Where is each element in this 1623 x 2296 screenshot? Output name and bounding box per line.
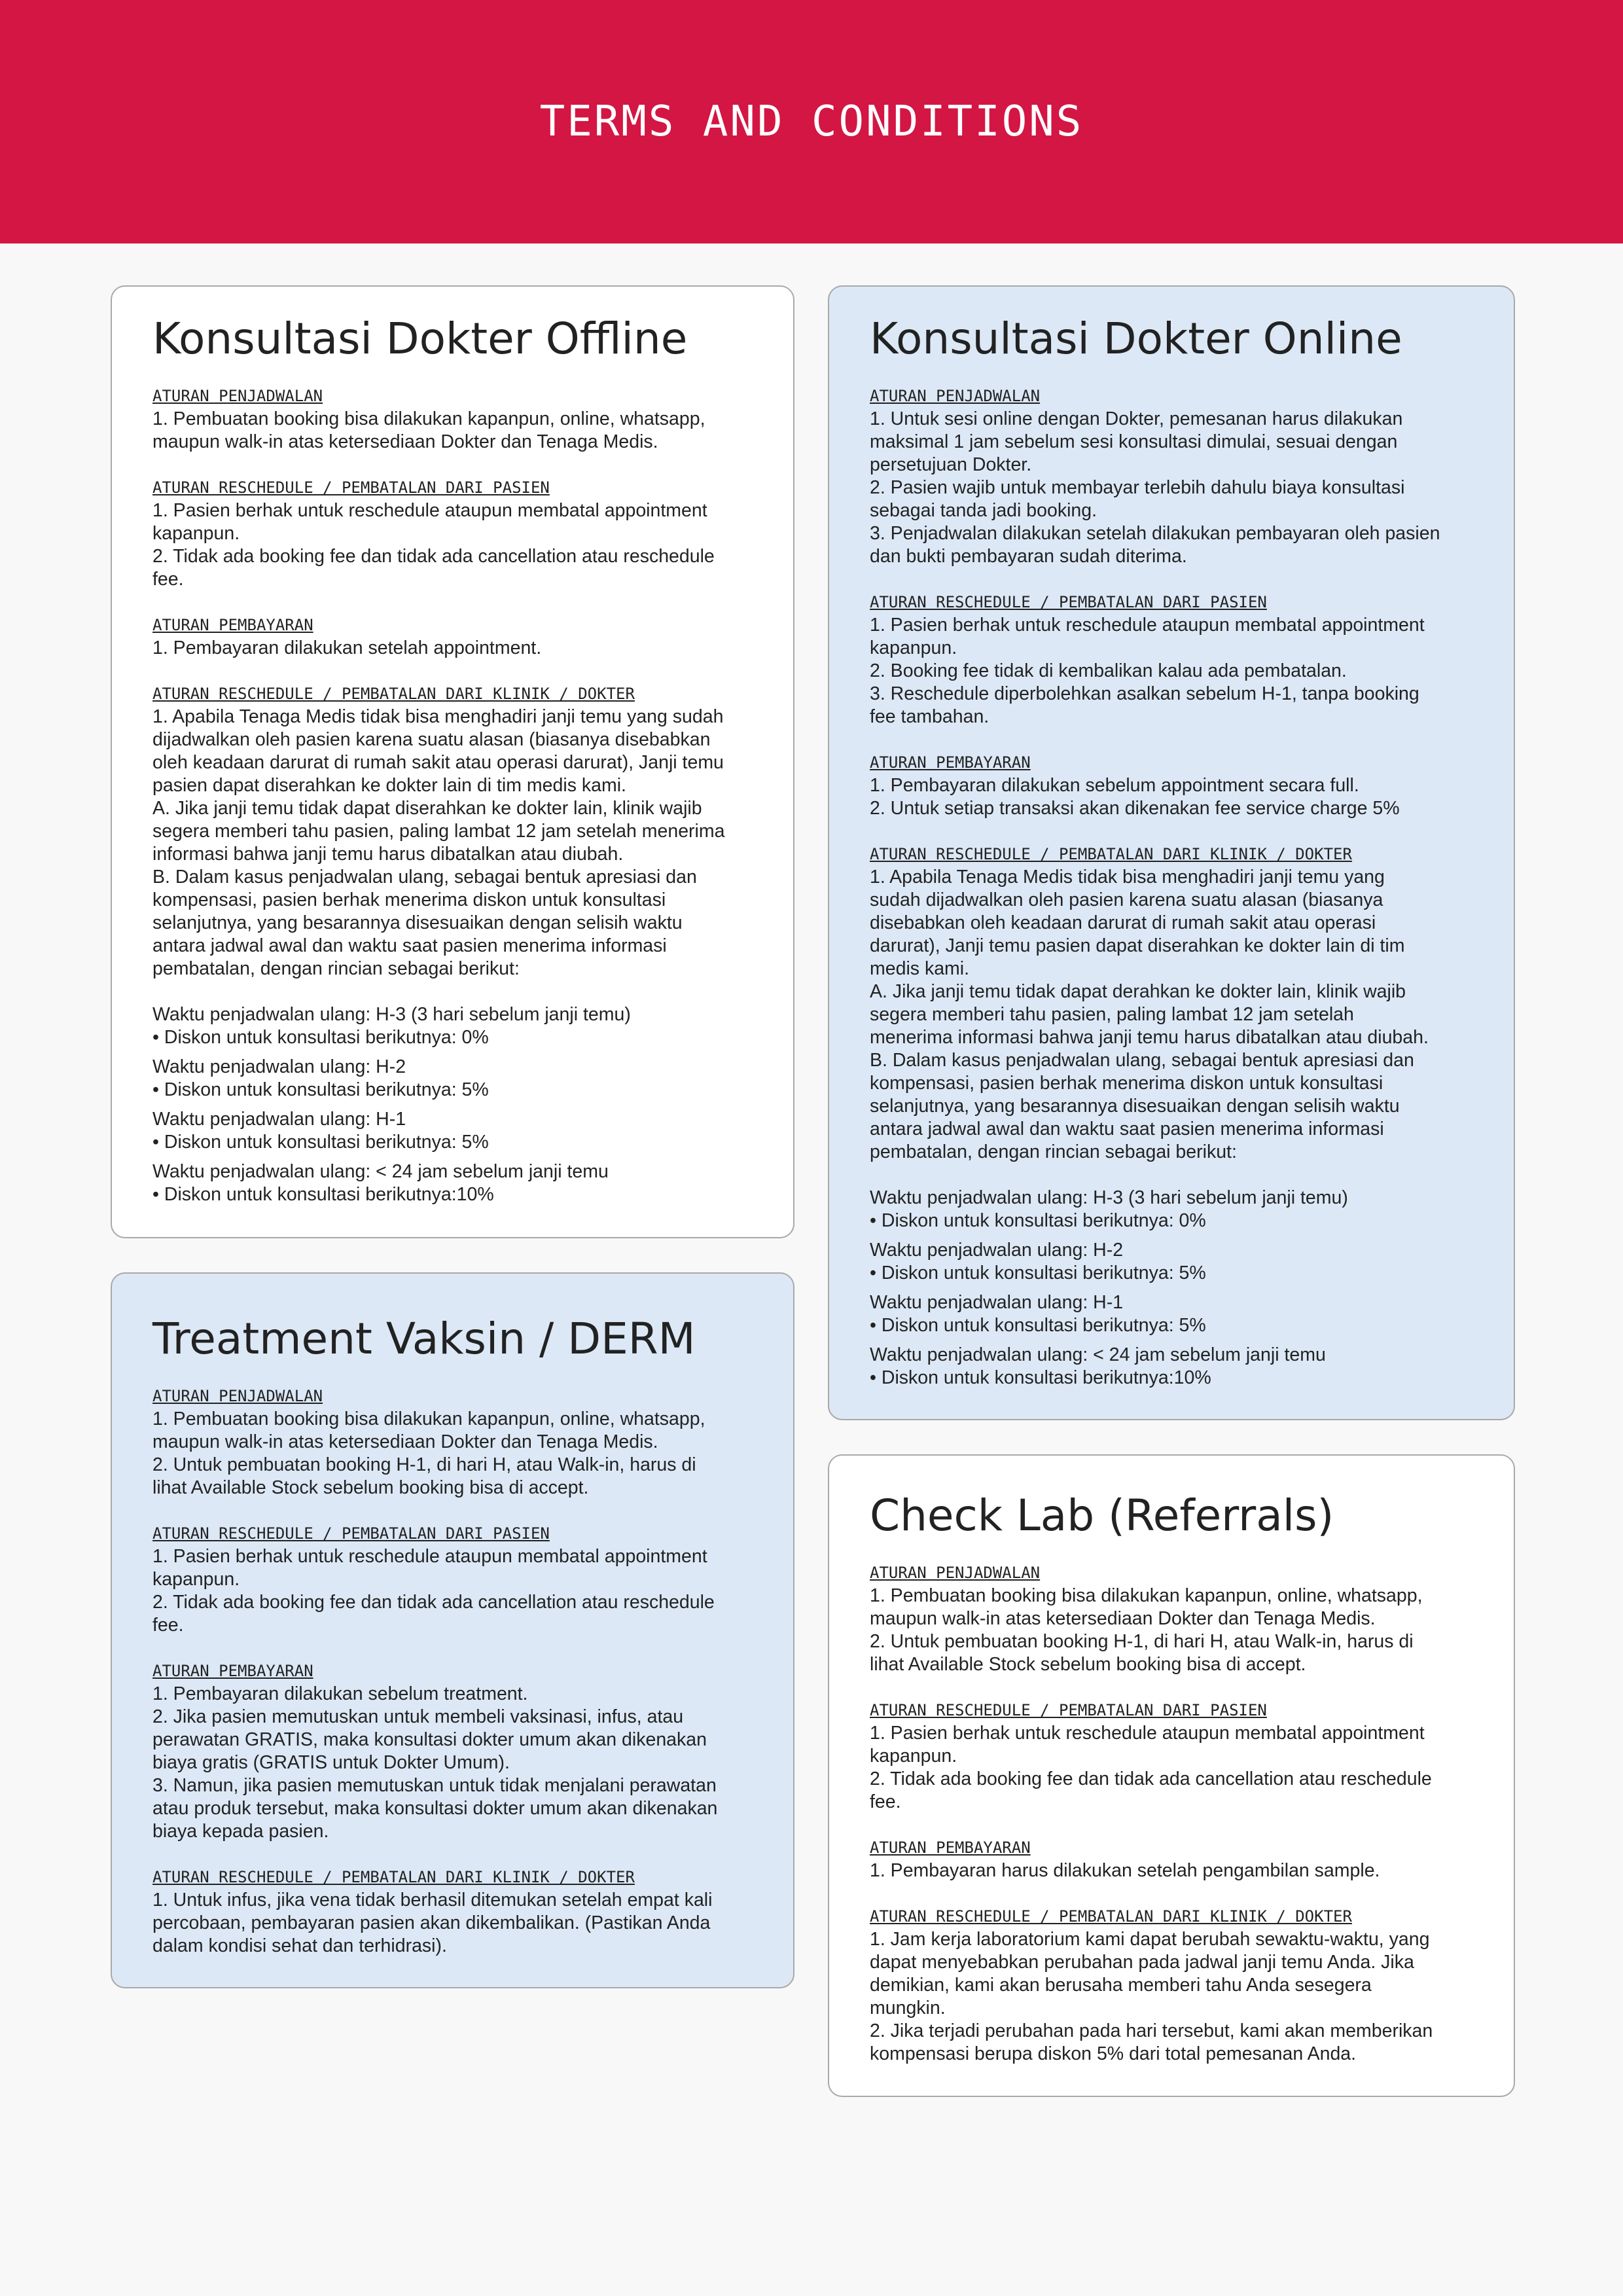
- rule-line: maupun walk-in atas ketersediaan Dokter dan Tenaga Medis.: [152, 431, 658, 452]
- rule-line: kapanpun.: [152, 523, 240, 544]
- card-konsultasi-online: [828, 285, 1515, 1420]
- rule-line: 1. Pasien berhak untuk reschedule ataupun membatal appointment: [870, 1723, 1425, 1744]
- section-heading: ATURAN PEMBAYARAN: [152, 1662, 313, 1680]
- card-title: Konsultasi Dokter Offline: [152, 314, 688, 364]
- rule-line: fee tambahan.: [870, 706, 990, 727]
- rule-line: 1. Pembayaran dilakukan sebelum appointment secara full.: [870, 775, 1359, 796]
- rule-line: informasi bahwa janji temu harus dibatalkan atau diubah.: [152, 844, 624, 865]
- discount-item: [152, 1160, 753, 1206]
- rule-line: 1. Untuk sesi online dengan Dokter, pemesanan harus dilakukan: [870, 408, 1403, 429]
- rule-line: A. Jika janji temu tidak dapat derahkan ke dokter lain, klinik wajib: [870, 981, 1406, 1002]
- discount-value: • Diskon untuk konsultasi berikutnya: 5%: [870, 1263, 1206, 1283]
- rule-line: antara jadwal awal dan waktu saat pasien menerima informasi: [870, 1119, 1384, 1139]
- rule-line: 1. Pembuatan booking bisa dilakukan kapanpun, online, whatsapp,: [870, 1585, 1423, 1606]
- discount-value: • Diskon untuk konsultasi berikutnya: 5%: [870, 1315, 1206, 1336]
- rule-line: lihat Available Stock sebelum booking bisa di accept.: [870, 1654, 1306, 1675]
- reschedule-time: Waktu penjadwalan ulang: < 24 jam sebelum janji temu: [870, 1344, 1326, 1365]
- rule-line: biaya gratis (GRATIS untuk Dokter Umum).: [152, 1752, 510, 1773]
- section-heading: ATURAN RESCHEDULE / PEMBATALAN DARI KLINIK / DOKTER: [152, 685, 635, 703]
- rule-line: 1. Jam kerja laboratorium kami dapat berubah sewaktu-waktu, yang: [870, 1929, 1430, 1950]
- section-heading: ATURAN RESCHEDULE / PEMBATALAN DARI PASIEN: [870, 593, 1267, 611]
- rule-line: segera memberi tahu pasien, paling lambat 12 jam setelah: [870, 1004, 1354, 1025]
- rules-section: [152, 385, 753, 454]
- section-heading: ATURAN RESCHEDULE / PEMBATALAN DARI KLINIK / DOKTER: [870, 845, 1352, 863]
- card-treatment-vaksin: [111, 1272, 794, 1988]
- rule-line: biaya kepada pasien.: [152, 1821, 329, 1842]
- rule-line: sebagai tanda jadi booking.: [870, 500, 1097, 521]
- discount-value: • Diskon untuk konsultasi berikutnya: 5%: [152, 1132, 489, 1153]
- discount-item: [152, 1108, 753, 1154]
- rule-line: fee.: [870, 1791, 901, 1812]
- section-heading: ATURAN RESCHEDULE / PEMBATALAN DARI KLINIK / DOKTER: [152, 1868, 635, 1886]
- reschedule-time: Waktu penjadwalan ulang: H-2: [870, 1240, 1124, 1261]
- rule-line: 1. Pembayaran harus dilakukan setelah pengambilan sample.: [870, 1860, 1380, 1881]
- discount-item: [870, 1239, 1473, 1285]
- rule-line: darurat), Janji temu pasien dapat diserahkan ke dokter lain di tim: [870, 935, 1405, 956]
- card-check-lab: [828, 1454, 1515, 2097]
- rules-section: [870, 1699, 1473, 1814]
- rule-line: kapanpun.: [870, 1746, 957, 1767]
- rule-line: 1. Pembayaran dilakukan setelah appointment.: [152, 637, 542, 658]
- rules-section: [152, 1522, 753, 1637]
- rule-line: perawatan GRATIS, maka konsultasi dokter umum akan dikenakan: [152, 1729, 707, 1750]
- discount-value: • Diskon untuk konsultasi berikutnya:10%: [870, 1367, 1211, 1388]
- rule-line: B. Dalam kasus penjadwalan ulang, sebagai bentuk apresiasi dan: [152, 867, 697, 888]
- discount-value: • Diskon untuk konsultasi berikutnya: 5%: [152, 1079, 489, 1100]
- rule-line: 2. Tidak ada booking fee dan tidak ada cancellation atau reschedule: [152, 546, 715, 567]
- rules-section: [870, 591, 1473, 728]
- discount-value: • Diskon untuk konsultasi berikutnya: 0%: [870, 1210, 1206, 1231]
- page-title: TERMS AND CONDITIONS: [539, 98, 1084, 146]
- rule-line: maksimal 1 jam sebelum sesi konsultasi dimulai, sesuai dengan: [870, 431, 1398, 452]
- discount-item: [870, 1344, 1473, 1390]
- rule-line: 1. Pembuatan booking bisa dilakukan kapanpun, online, whatsapp,: [152, 408, 705, 429]
- rule-line: 3. Reschedule diperbolehkan asalkan sebelum H-1, tanpa booking: [870, 683, 1419, 704]
- rule-line: pembatalan, dengan rincian sebagai berikut:: [870, 1141, 1237, 1162]
- rules-section: [870, 385, 1473, 568]
- discount-list: [152, 1003, 753, 1206]
- rule-line: 3. Penjadwalan dilakukan setelah dilakukan pembayaran oleh pasien: [870, 523, 1440, 544]
- discount-item: [870, 1291, 1473, 1337]
- rule-line: lihat Available Stock sebelum booking bisa di accept.: [152, 1477, 589, 1498]
- rule-line: A. Jika janji temu tidak dapat diserahkan ke dokter lain, klinik wajib: [152, 798, 702, 819]
- rules-section: [152, 1866, 753, 1958]
- discount-list: [870, 1187, 1473, 1390]
- rule-line: 3. Namun, jika pasien memutuskan untuk tidak menjalani perawatan: [152, 1775, 717, 1796]
- discount-value: • Diskon untuk konsultasi berikutnya: 0%: [152, 1027, 489, 1048]
- rules-section: [152, 1385, 753, 1499]
- rule-line: 2. Untuk setiap transaksi akan dikenakan fee service charge 5%: [870, 798, 1400, 819]
- rule-line: segera memberi tahu pasien, paling lambat 12 jam setelah menerima: [152, 821, 725, 842]
- rule-line: fee.: [152, 569, 184, 590]
- rule-line: 1. Untuk infus, jika vena tidak berhasil ditemukan setelah empat kali: [152, 1890, 713, 1910]
- rule-line: maupun walk-in atas ketersediaan Dokter dan Tenaga Medis.: [152, 1431, 658, 1452]
- rule-line: disebabkan oleh keadaan darurat di rumah sakit atau operasi: [870, 912, 1376, 933]
- section-heading: ATURAN PENJADWALAN: [870, 1564, 1041, 1582]
- rule-line: kapanpun.: [870, 637, 957, 658]
- section-heading: ATURAN PENJADWALAN: [152, 387, 323, 405]
- rules-section: [152, 1660, 753, 1843]
- reschedule-time: Waktu penjadwalan ulang: < 24 jam sebelum janji temu: [152, 1161, 609, 1182]
- rule-line: oleh keadaan darurat di rumah sakit atau operasi darurat), Janji temu: [152, 752, 724, 773]
- section-heading: ATURAN PEMBAYARAN: [870, 1839, 1031, 1857]
- reschedule-time: Waktu penjadwalan ulang: H-2: [152, 1056, 406, 1077]
- discount-item: [152, 1056, 753, 1102]
- card-title: Konsultasi Dokter Online: [870, 314, 1402, 364]
- rule-line: 2. Booking fee tidak di kembalikan kalau ada pembatalan.: [870, 660, 1347, 681]
- section-heading: ATURAN RESCHEDULE / PEMBATALAN DARI PASIEN: [152, 478, 550, 497]
- rule-line: dapat menyebabkan perubahan pada jadwal janji temu Anda. Jika: [870, 1952, 1414, 1973]
- section-heading: ATURAN RESCHEDULE / PEMBATALAN DARI KLINIK / DOKTER: [870, 1907, 1352, 1926]
- rule-line: maupun walk-in atas ketersediaan Dokter dan Tenaga Medis.: [870, 1608, 1376, 1629]
- rule-line: kompensasi, pasien berhak menerima diskon untuk konsultasi: [152, 889, 666, 910]
- rule-line: 1. Pasien berhak untuk reschedule ataupun membatal appointment: [152, 1546, 707, 1567]
- rules-section: [152, 476, 753, 591]
- rules-section: [152, 614, 753, 660]
- discount-item: [870, 1187, 1473, 1232]
- discount-value: • Diskon untuk konsultasi berikutnya:10%: [152, 1184, 494, 1205]
- rule-line: kompensasi, pasien berhak menerima diskon untuk konsultasi: [870, 1073, 1383, 1094]
- rule-line: 2. Untuk pembuatan booking H-1, di hari H, atau Walk-in, harus di: [870, 1631, 1414, 1652]
- rule-line: percobaan, pembayaran pasien akan dikembalikan. (Pastikan Anda: [152, 1912, 711, 1933]
- reschedule-time: Waktu penjadwalan ulang: H-1: [870, 1292, 1124, 1313]
- rule-line: selanjutnya, yang besarannya disesuaikan dengan selisih waktu: [870, 1096, 1400, 1117]
- rules-section: [152, 683, 753, 1206]
- header-banner: [0, 0, 1623, 243]
- rule-line: 2. Jika pasien memutuskan untuk membeli vaksinasi, infus, atau: [152, 1706, 684, 1727]
- reschedule-time: Waktu penjadwalan ulang: H-3 (3 hari sebelum janji temu): [152, 1004, 631, 1025]
- rule-line: dijadwalkan oleh pasien karena suatu alasan (biasanya disebabkan: [152, 729, 711, 750]
- section-heading: ATURAN PEMBAYARAN: [152, 616, 313, 634]
- rules-section: [870, 1905, 1473, 2066]
- rule-line: 1. Pasien berhak untuk reschedule ataupun membatal appointment: [870, 615, 1425, 636]
- section-heading: ATURAN PEMBAYARAN: [870, 753, 1031, 772]
- rule-line: 1. Pasien berhak untuk reschedule ataupun membatal appointment: [152, 500, 707, 521]
- rule-line: 1. Apabila Tenaga Medis tidak bisa menghadiri janji temu yang sudah: [152, 706, 724, 727]
- rule-line: fee.: [152, 1615, 184, 1636]
- rule-line: menerima informasi bahwa janji temu harus dibatalkan atau diubah.: [870, 1027, 1429, 1048]
- reschedule-time: Waktu penjadwalan ulang: H-3 (3 hari sebelum janji temu): [870, 1187, 1348, 1208]
- rules-section: [870, 1562, 1473, 1676]
- section-heading: ATURAN RESCHEDULE / PEMBATALAN DARI PASIEN: [152, 1524, 550, 1543]
- rule-line: selanjutnya, yang besarannya disesuaikan dengan selisih waktu: [152, 912, 683, 933]
- card-title: Treatment Vaksin / DERM: [152, 1314, 696, 1364]
- rule-line: medis kami.: [870, 958, 970, 979]
- section-heading: ATURAN RESCHEDULE / PEMBATALAN DARI PASIEN: [870, 1701, 1267, 1719]
- rule-line: 2. Tidak ada booking fee dan tidak ada cancellation atau reschedule: [152, 1592, 715, 1613]
- rule-line: pembatalan, dengan rincian sebagai berikut:: [152, 958, 520, 979]
- rule-line: kompensasi berupa diskon 5% dari total pemesanan Anda.: [870, 2043, 1357, 2064]
- rule-line: persetujuan Dokter.: [870, 454, 1032, 475]
- rule-line: atau produk tersebut, maka konsultasi dokter umum akan dikenakan: [152, 1798, 718, 1819]
- section-heading: ATURAN PENJADWALAN: [870, 387, 1041, 405]
- rule-line: 2. Tidak ada booking fee dan tidak ada cancellation atau reschedule: [870, 1768, 1432, 1789]
- rule-line: dalam kondisi sehat dan terhidrasi).: [152, 1935, 447, 1956]
- rule-line: 1. Apabila Tenaga Medis tidak bisa menghadiri janji temu yang: [870, 867, 1385, 888]
- rule-line: 2. Pasien wajib untuk membayar terlebih dahulu biaya konsultasi: [870, 477, 1405, 498]
- rule-line: dan bukti pembayaran sudah diterima.: [870, 546, 1187, 567]
- rules-section: [870, 751, 1473, 820]
- rule-line: 2. Jika terjadi perubahan pada hari tersebut, kami akan memberikan: [870, 2020, 1433, 2041]
- rule-line: kapanpun.: [152, 1569, 240, 1590]
- rule-line: B. Dalam kasus penjadwalan ulang, sebagai bentuk apresiasi dan: [870, 1050, 1414, 1071]
- rules-section: [870, 843, 1473, 1390]
- rule-line: mungkin.: [870, 1998, 946, 2018]
- rules-section: [870, 1837, 1473, 1882]
- rule-line: antara jadwal awal dan waktu saat pasien menerima informasi: [152, 935, 667, 956]
- card-konsultasi-offline: [111, 285, 794, 1238]
- section-heading: ATURAN PENJADWALAN: [152, 1387, 323, 1405]
- rule-line: pasien dapat diserahkan ke dokter lain di tim medis kami.: [152, 775, 626, 796]
- card-title: Check Lab (Referrals): [870, 1490, 1334, 1541]
- rule-line: 1. Pembuatan booking bisa dilakukan kapanpun, online, whatsapp,: [152, 1408, 705, 1429]
- reschedule-time: Waktu penjadwalan ulang: H-1: [152, 1109, 406, 1130]
- rule-line: 1. Pembayaran dilakukan sebelum treatment.: [152, 1683, 528, 1704]
- rule-line: sudah dijadwalkan oleh pasien karena suatu alasan (biasanya: [870, 889, 1383, 910]
- rule-line: demikian, kami akan berusaha memberi tahu Anda sesegera: [870, 1975, 1372, 1996]
- discount-item: [152, 1003, 753, 1049]
- rule-line: 2. Untuk pembuatan booking H-1, di hari H, atau Walk-in, harus di: [152, 1454, 696, 1475]
